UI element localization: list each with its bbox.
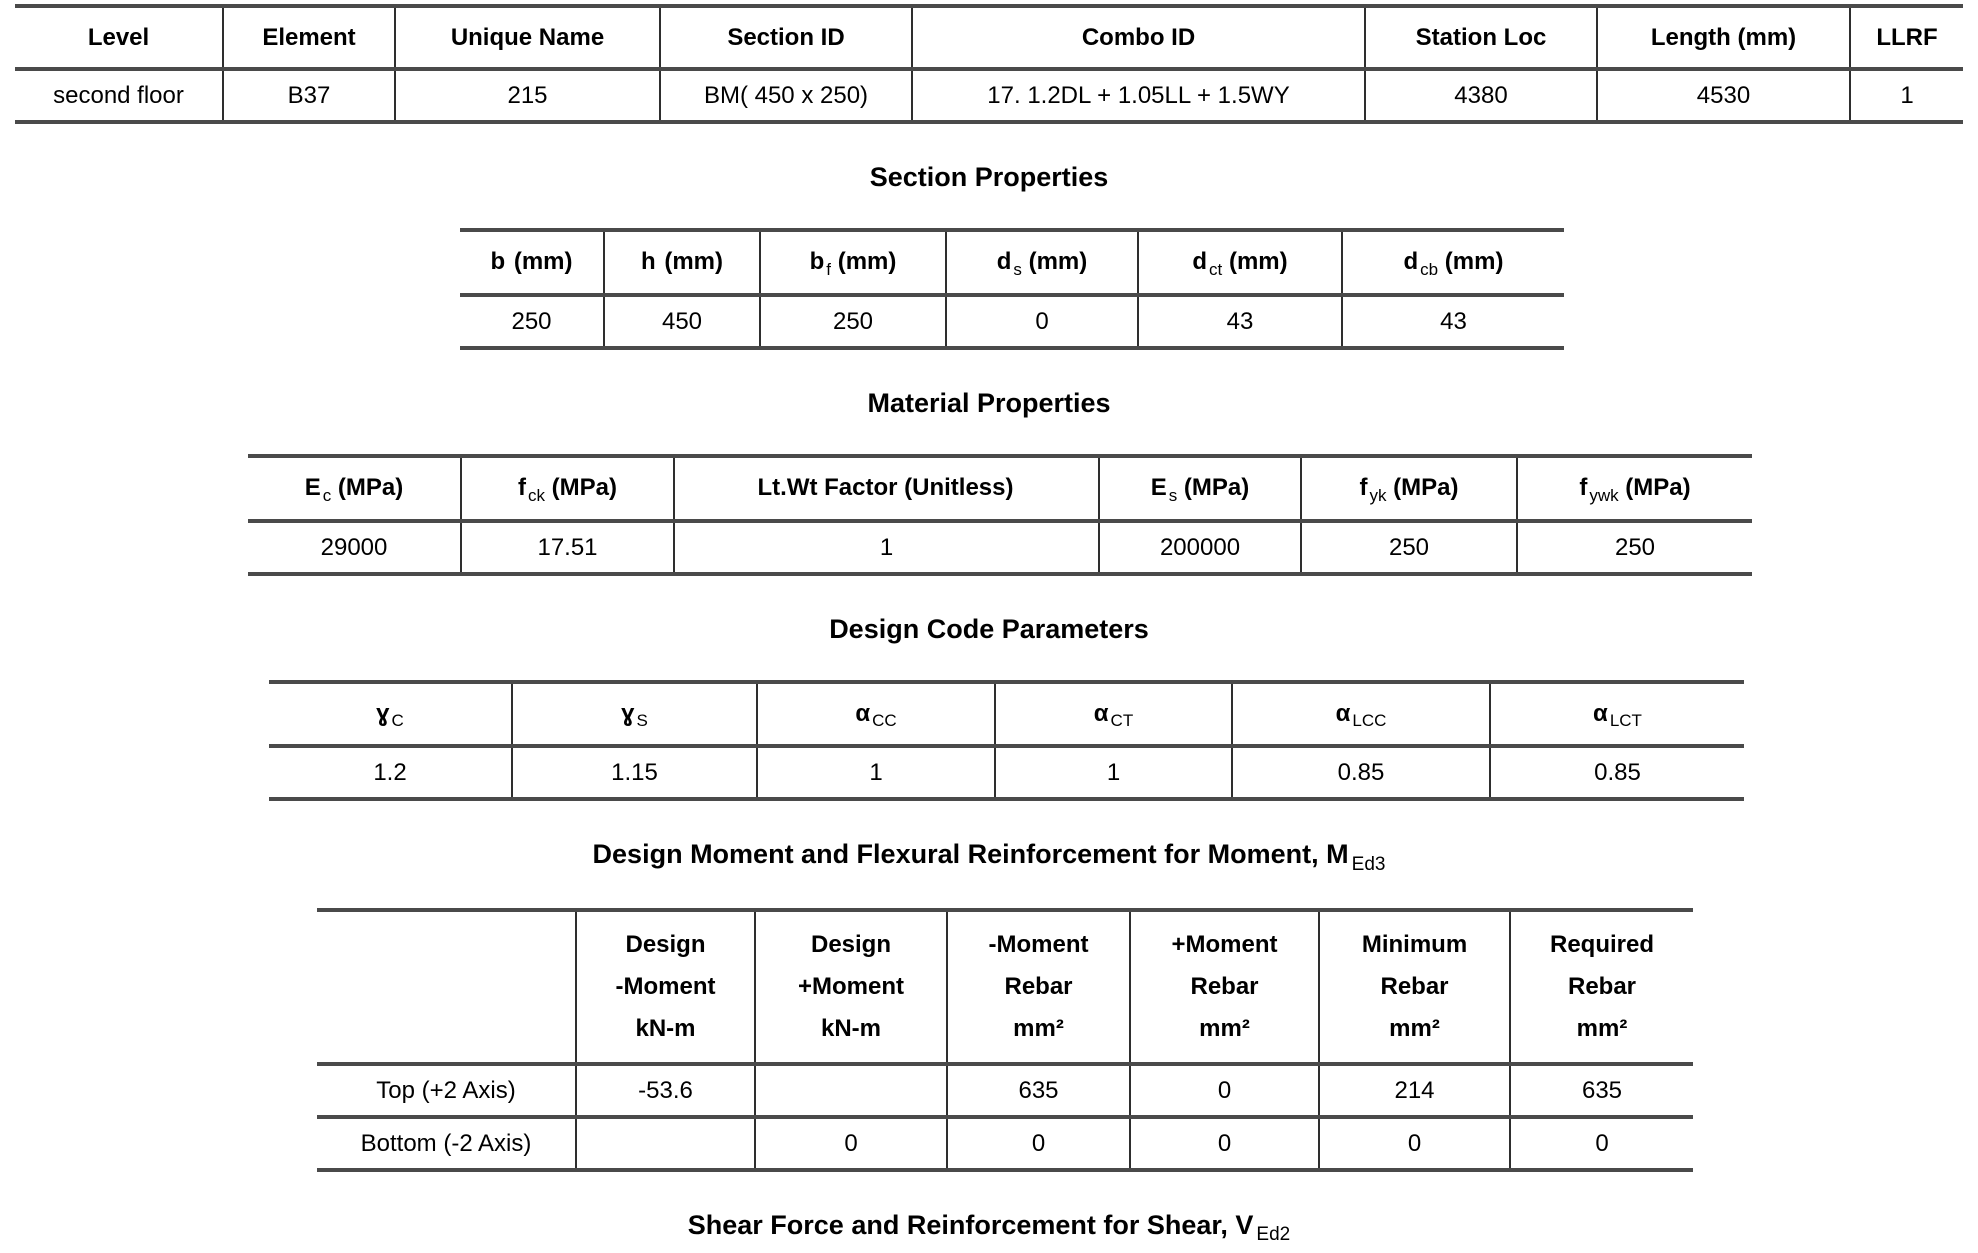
value-top-design-neg-moment: -53.6	[576, 1064, 755, 1117]
value-top-design-pos-moment	[755, 1064, 947, 1117]
row-label-bottom: Bottom (-2 Axis)	[317, 1117, 576, 1170]
moment-row-bottom	[317, 1117, 1693, 1170]
header-element: Element	[223, 6, 395, 69]
shear-design-title: Shear Force and Reinforcement for Shear, V $_{Ed2}$	[687, 1209, 1291, 1246]
design-code-header-row	[269, 682, 1744, 747]
value-top-required-rebar: 635	[1510, 1064, 1693, 1117]
value-alpha-cc: 1	[757, 746, 995, 799]
value-bottom-pos-moment-rebar: 0	[1130, 1117, 1319, 1170]
value-gamma-c: 1.2	[373, 759, 407, 787]
value-alpha-lcc: 0.85	[1232, 746, 1490, 799]
header-section-id: Section ID	[660, 6, 912, 69]
value-fyk: 250	[1301, 521, 1517, 574]
header-llrf: LLRF	[1850, 6, 1963, 69]
section-properties-table	[460, 228, 1564, 350]
value-bottom-minimum-rebar: 0	[1319, 1117, 1510, 1170]
header-fyk: f $_{yk}$ (MPa)	[1301, 456, 1517, 521]
header-ds: d $_s$ (mm)	[946, 230, 1138, 295]
material-properties-title: Material Properties	[867, 387, 1111, 418]
value-level: second floor	[53, 82, 184, 109]
value-b: 250	[511, 307, 552, 335]
value-alpha-ct: 1	[995, 746, 1232, 799]
value-fck: 17.51	[461, 521, 674, 574]
header-ec: E $_c$ (MPa)	[248, 456, 461, 521]
value-h: 450	[604, 295, 760, 348]
header-gamma-s: ɣ $_S$	[512, 682, 757, 747]
value-combo-id: 17. 1.2DL + 1.05LL + 1.5WY	[912, 69, 1365, 122]
header-es: E $_s$ (MPa)	[1099, 456, 1301, 521]
value-llrf: 1	[1850, 69, 1963, 122]
section-properties-header-row	[460, 230, 1564, 295]
value-ec: 29000	[320, 533, 388, 561]
value-station-loc: 4380	[1365, 69, 1597, 122]
header-neg-moment-rebar: -Moment Rebar mm²	[947, 910, 1130, 1064]
beam-info-table	[15, 4, 1963, 124]
design-code-data-row	[269, 746, 1744, 799]
value-bottom-design-pos-moment: 0	[755, 1117, 947, 1170]
value-ltwt-factor: 1	[674, 521, 1099, 574]
value-bottom-design-neg-moment	[576, 1117, 755, 1170]
beam-info-data-row	[15, 69, 1963, 122]
header-alpha-cc: α $_{CC}$	[757, 682, 995, 747]
moment-design-title: Design Moment and Flexural Reinforcement for Moment, M $_{Ed3}$	[592, 839, 1386, 875]
header-b: b (mm)	[460, 230, 604, 295]
design-report-page	[0, 4, 1978, 1244]
section-properties-data-row	[460, 295, 1564, 348]
header-length: Length (mm)	[1597, 6, 1850, 69]
value-bottom-neg-moment-rebar: 0	[947, 1117, 1130, 1170]
header-h: h (mm)	[604, 230, 760, 295]
header-dcb: d $_{cb}$ (mm)	[1342, 230, 1564, 295]
header-alpha-lct: α $_{LCT}$	[1490, 682, 1744, 747]
header-bf: b $_f$ (mm)	[760, 230, 946, 295]
header-station-loc: Station Loc	[1365, 6, 1597, 69]
header-required-rebar: Required Rebar mm²	[1510, 910, 1693, 1064]
header-combo-id: Combo ID	[912, 6, 1365, 69]
header-unique-name: Unique Name	[395, 6, 660, 69]
moment-row-top	[317, 1064, 1693, 1117]
value-length: 4530	[1597, 69, 1850, 122]
design-code-parameters-title: Design Code Parameters	[829, 613, 1149, 644]
header-minimum-rebar: Minimum Rebar mm²	[1319, 910, 1510, 1064]
value-dcb: 43	[1342, 295, 1564, 348]
header-blank	[317, 910, 576, 1064]
value-gamma-s: 1.15	[512, 746, 757, 799]
section-properties-title: Section Properties	[869, 162, 1109, 192]
beam-info-header-row	[15, 6, 1963, 69]
header-ltwt-factor: Lt.Wt Factor (Unitless)	[674, 456, 1099, 521]
value-section-id: BM( 450 x 250)	[660, 69, 912, 122]
value-alpha-lct: 0.85	[1490, 746, 1744, 799]
value-ds: 0	[946, 295, 1138, 348]
header-pos-moment-rebar: +Moment Rebar mm²	[1130, 910, 1319, 1064]
value-top-neg-moment-rebar: 635	[947, 1064, 1130, 1117]
value-fywk: 250	[1517, 521, 1752, 574]
value-unique-name: 215	[395, 69, 660, 122]
value-bottom-required-rebar: 0	[1510, 1117, 1693, 1170]
material-properties-data-row	[248, 521, 1752, 574]
design-code-parameters-table	[269, 680, 1744, 802]
header-alpha-lcc: α $_{LCC}$	[1232, 682, 1490, 747]
header-gamma-c: ɣ $_C$	[269, 682, 512, 747]
material-properties-header-row	[248, 456, 1752, 521]
row-label-top: Top (+2 Axis)	[376, 1076, 516, 1104]
value-element: B37	[223, 69, 395, 122]
header-alpha-ct: α $_{CT}$	[995, 682, 1232, 747]
header-dct: d $_{ct}$ (mm)	[1138, 230, 1342, 295]
value-bf: 250	[760, 295, 946, 348]
value-dct: 43	[1138, 295, 1342, 348]
value-top-minimum-rebar: 214	[1319, 1064, 1510, 1117]
value-es: 200000	[1099, 521, 1301, 574]
header-design-neg-moment: Design -Moment kN-m	[576, 910, 755, 1064]
header-design-pos-moment: Design +Moment kN-m	[755, 910, 947, 1064]
moment-design-table	[317, 908, 1693, 1172]
material-properties-table	[248, 454, 1752, 576]
header-fywk: f $_{ywk}$ (MPa)	[1517, 456, 1752, 521]
moment-design-header-row	[317, 910, 1693, 1064]
value-top-pos-moment-rebar: 0	[1130, 1064, 1319, 1117]
header-level: Level	[15, 6, 223, 69]
header-fck: f $_{ck}$ (MPa)	[461, 456, 674, 521]
